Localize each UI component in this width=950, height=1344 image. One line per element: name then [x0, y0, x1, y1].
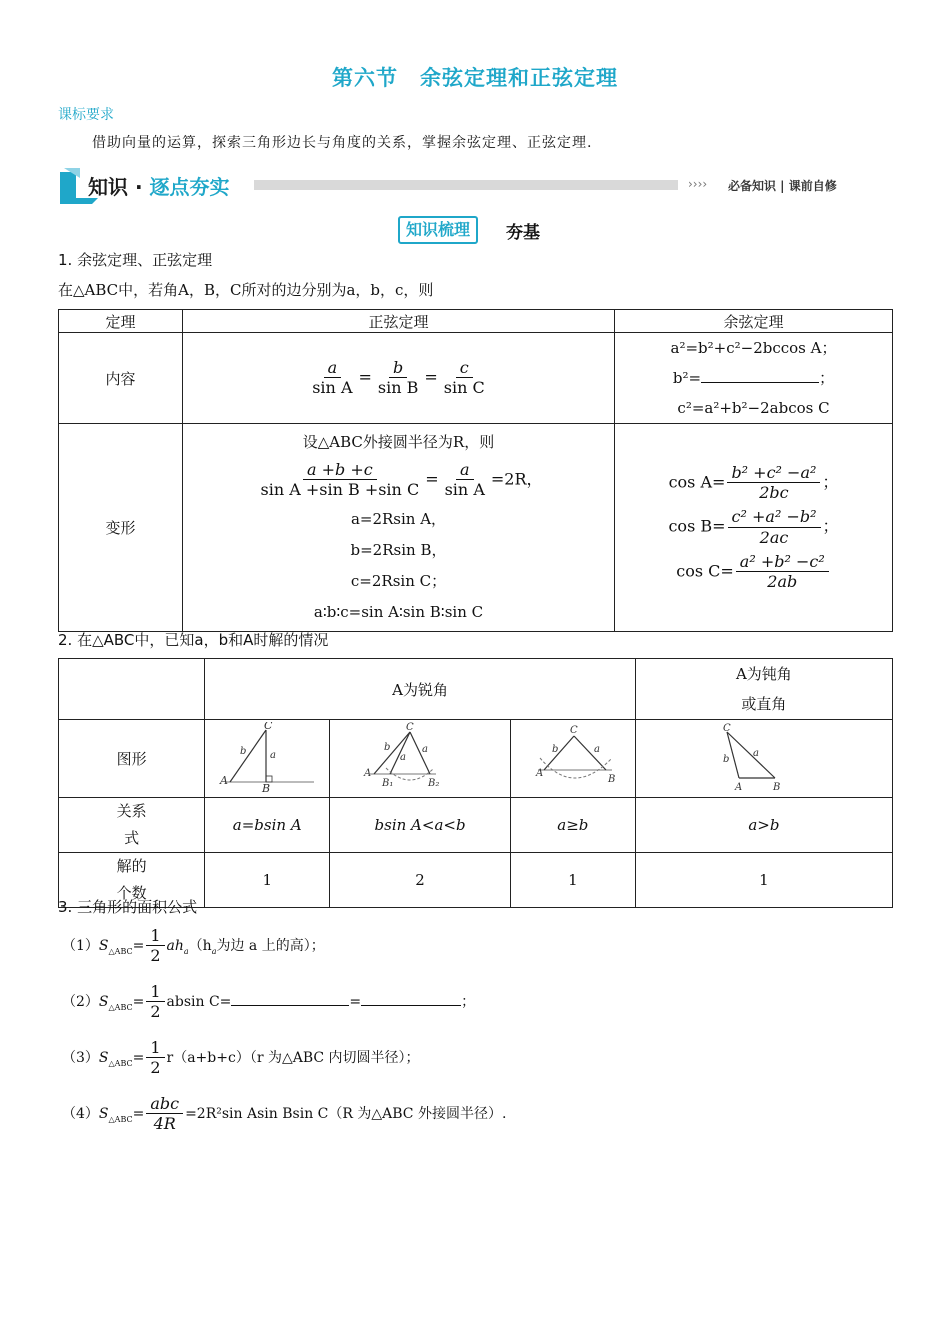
header-sine: 正弦定理	[183, 310, 615, 333]
blank-field-2	[361, 991, 461, 1006]
label-side-a: a	[270, 749, 277, 761]
sine-variant-ratio: $\frac{a +b +c}{\text{sin A +sin B +sin C}}$ = $\frac{a}{\text{sin A}}$ =2R，	[260, 459, 543, 500]
cosine-formula-b: b²= ；	[672, 369, 835, 387]
requirements-text: 借助向量的运算，探索三角形边长与角度的关系，掌握余弦定理、正弦定理.	[92, 135, 593, 151]
sine-law-variants	[183, 424, 615, 632]
label-a-vertex: A	[734, 781, 743, 792]
sine-variant-c: c=2Rsin C；	[350, 572, 447, 591]
section-1-heading: 1. 余弦定理、正弦定理	[58, 251, 213, 269]
label-b-vertex: B	[772, 781, 781, 792]
chevrons-icon: ››››	[688, 177, 708, 191]
area-formula-2: $(2)S_{\triangle ABC}=$ $\frac{1}{2}$ absin C= = ；	[62, 982, 476, 1022]
obtuse-header: A为钝角 或直角	[635, 659, 892, 720]
sine-variant-a: a=2Rsin A，	[350, 510, 447, 529]
solution-cases-table	[58, 658, 893, 908]
label-c-vertex: C	[569, 724, 578, 736]
subsection-tag-2: 夯基	[506, 223, 540, 243]
sine-variant-intro: 设△ABC外接圆半径为R，则	[302, 432, 495, 451]
count-case-4: 1	[635, 853, 892, 908]
cosine-law-content	[615, 333, 893, 424]
label-side-b: b	[722, 753, 730, 765]
count-case-2: 2	[330, 853, 511, 908]
row-content-label: 内容	[59, 333, 183, 424]
header-cosine: 余弦定理	[615, 310, 893, 333]
label-b-vertex: B	[607, 773, 616, 785]
relation-case-4: a>b	[635, 798, 892, 853]
sine-law-content: $\frac{a}{\text{sin A}}$ = $\frac{b}{\text{sin B}}$ = $\frac{c}{\text{sin C}}$	[183, 333, 615, 424]
banner-title: 知识 · 逐点夯实	[88, 175, 230, 199]
section-1-intro: 在△ABC中，若角A，B，C所对的边分别为a，b，c，则	[58, 281, 434, 299]
label-c-vertex: C	[406, 721, 414, 733]
requirements-label: 课标要求	[58, 107, 114, 123]
label-side-b: b	[384, 741, 391, 753]
triangle-two-solutions-figure	[360, 722, 480, 792]
label-side-a-2: a	[422, 743, 428, 755]
cosine-law-variants	[615, 424, 893, 632]
area-formula-4: $(4)S_{\triangle ABC}=$ $\frac{\text{abc}}{4R}$ =2R²sin Asin Bsin C（R 为△ABC 外接圆半径）.	[62, 1094, 507, 1134]
cos-a-formula: cos A= $\frac{\text{b² +c² −a²}}{2bc}$ ；	[668, 463, 839, 503]
label-c-vertex: C	[264, 721, 273, 732]
triangle-right-figure	[212, 722, 322, 792]
relation-case-2: bsin A<a<b	[330, 798, 511, 853]
relation-case-1: a=bsin A	[205, 798, 330, 853]
row-count-label: 解的 个数	[59, 853, 205, 908]
acute-header: A为锐角	[205, 659, 636, 720]
label-a-vertex: A	[364, 767, 372, 779]
label-side-a: a	[400, 751, 406, 763]
section-2-heading: 2. 在△ABC中，已知a，b和A时解的情况	[58, 631, 329, 649]
triangle-a-ge-b-figure	[518, 722, 628, 792]
cos-c-formula: cos C= $\frac{\text{a² +b² −c²}}{2ab}$	[615, 552, 892, 592]
blank-field-1	[231, 991, 349, 1006]
figure-case-1	[205, 720, 330, 798]
cosine-formula-c: c²=a²+b²−2abcos C	[677, 399, 830, 417]
area-formula-1: $(1)S_{\triangle ABC}=$ $\frac{1}{2}$ $ah_a(h_a$为边 a 上的高）；	[62, 926, 325, 966]
cos-b-formula: cos B= $\frac{\text{c² +a² −b²}}{2ac}$ ；	[668, 507, 839, 547]
figure-case-2	[330, 720, 511, 798]
sine-variant-ratio-line: a∶b∶c=sin A∶sin B∶sin C	[313, 603, 484, 622]
label-side-a: a	[593, 743, 600, 755]
area-formula-3: $(3)S_{\triangle ABC}=$ $\frac{1}{2}$ r（a+b+c）（r 为△ABC 内切圆半径）；	[62, 1038, 420, 1078]
blank-field	[701, 368, 819, 383]
triangle-obtuse-figure	[709, 722, 819, 792]
row-figure-label: 图形	[59, 720, 205, 798]
subsection-tag: 知识梳理	[398, 216, 478, 244]
label-side-b: b	[551, 743, 559, 755]
label-b1-vertex: B₁	[382, 777, 394, 789]
relation-case-3: a≥b	[510, 798, 635, 853]
sine-variant-b: b=2Rsin B，	[350, 541, 447, 560]
figure-case-3	[510, 720, 635, 798]
banner-right-label: 必备知识 | 课前自修	[728, 179, 837, 193]
label-c-vertex: C	[722, 722, 731, 734]
label-a-vertex: A	[220, 773, 229, 787]
label-side-b: b	[240, 745, 247, 757]
label-b-vertex: B	[262, 781, 271, 792]
label-a-vertex: A	[535, 767, 544, 779]
header-theorem: 定理	[59, 310, 183, 333]
count-case-1: 1	[205, 853, 330, 908]
row-variant-label: 变形	[59, 424, 183, 632]
page-title: 第六节 余弦定理和正弦定理	[332, 66, 618, 90]
row-relation-label: 关系 式	[59, 798, 205, 853]
section-3-heading: 3. 三角形的面积公式	[58, 898, 198, 916]
cosine-formula-a: a²=b²+c²−2bccos A；	[670, 339, 837, 357]
figure-case-4	[635, 720, 892, 798]
theorem-table	[58, 309, 893, 632]
label-b2-vertex: B₂	[428, 777, 440, 789]
label-side-a: a	[752, 747, 759, 759]
count-case-3: 1	[510, 853, 635, 908]
